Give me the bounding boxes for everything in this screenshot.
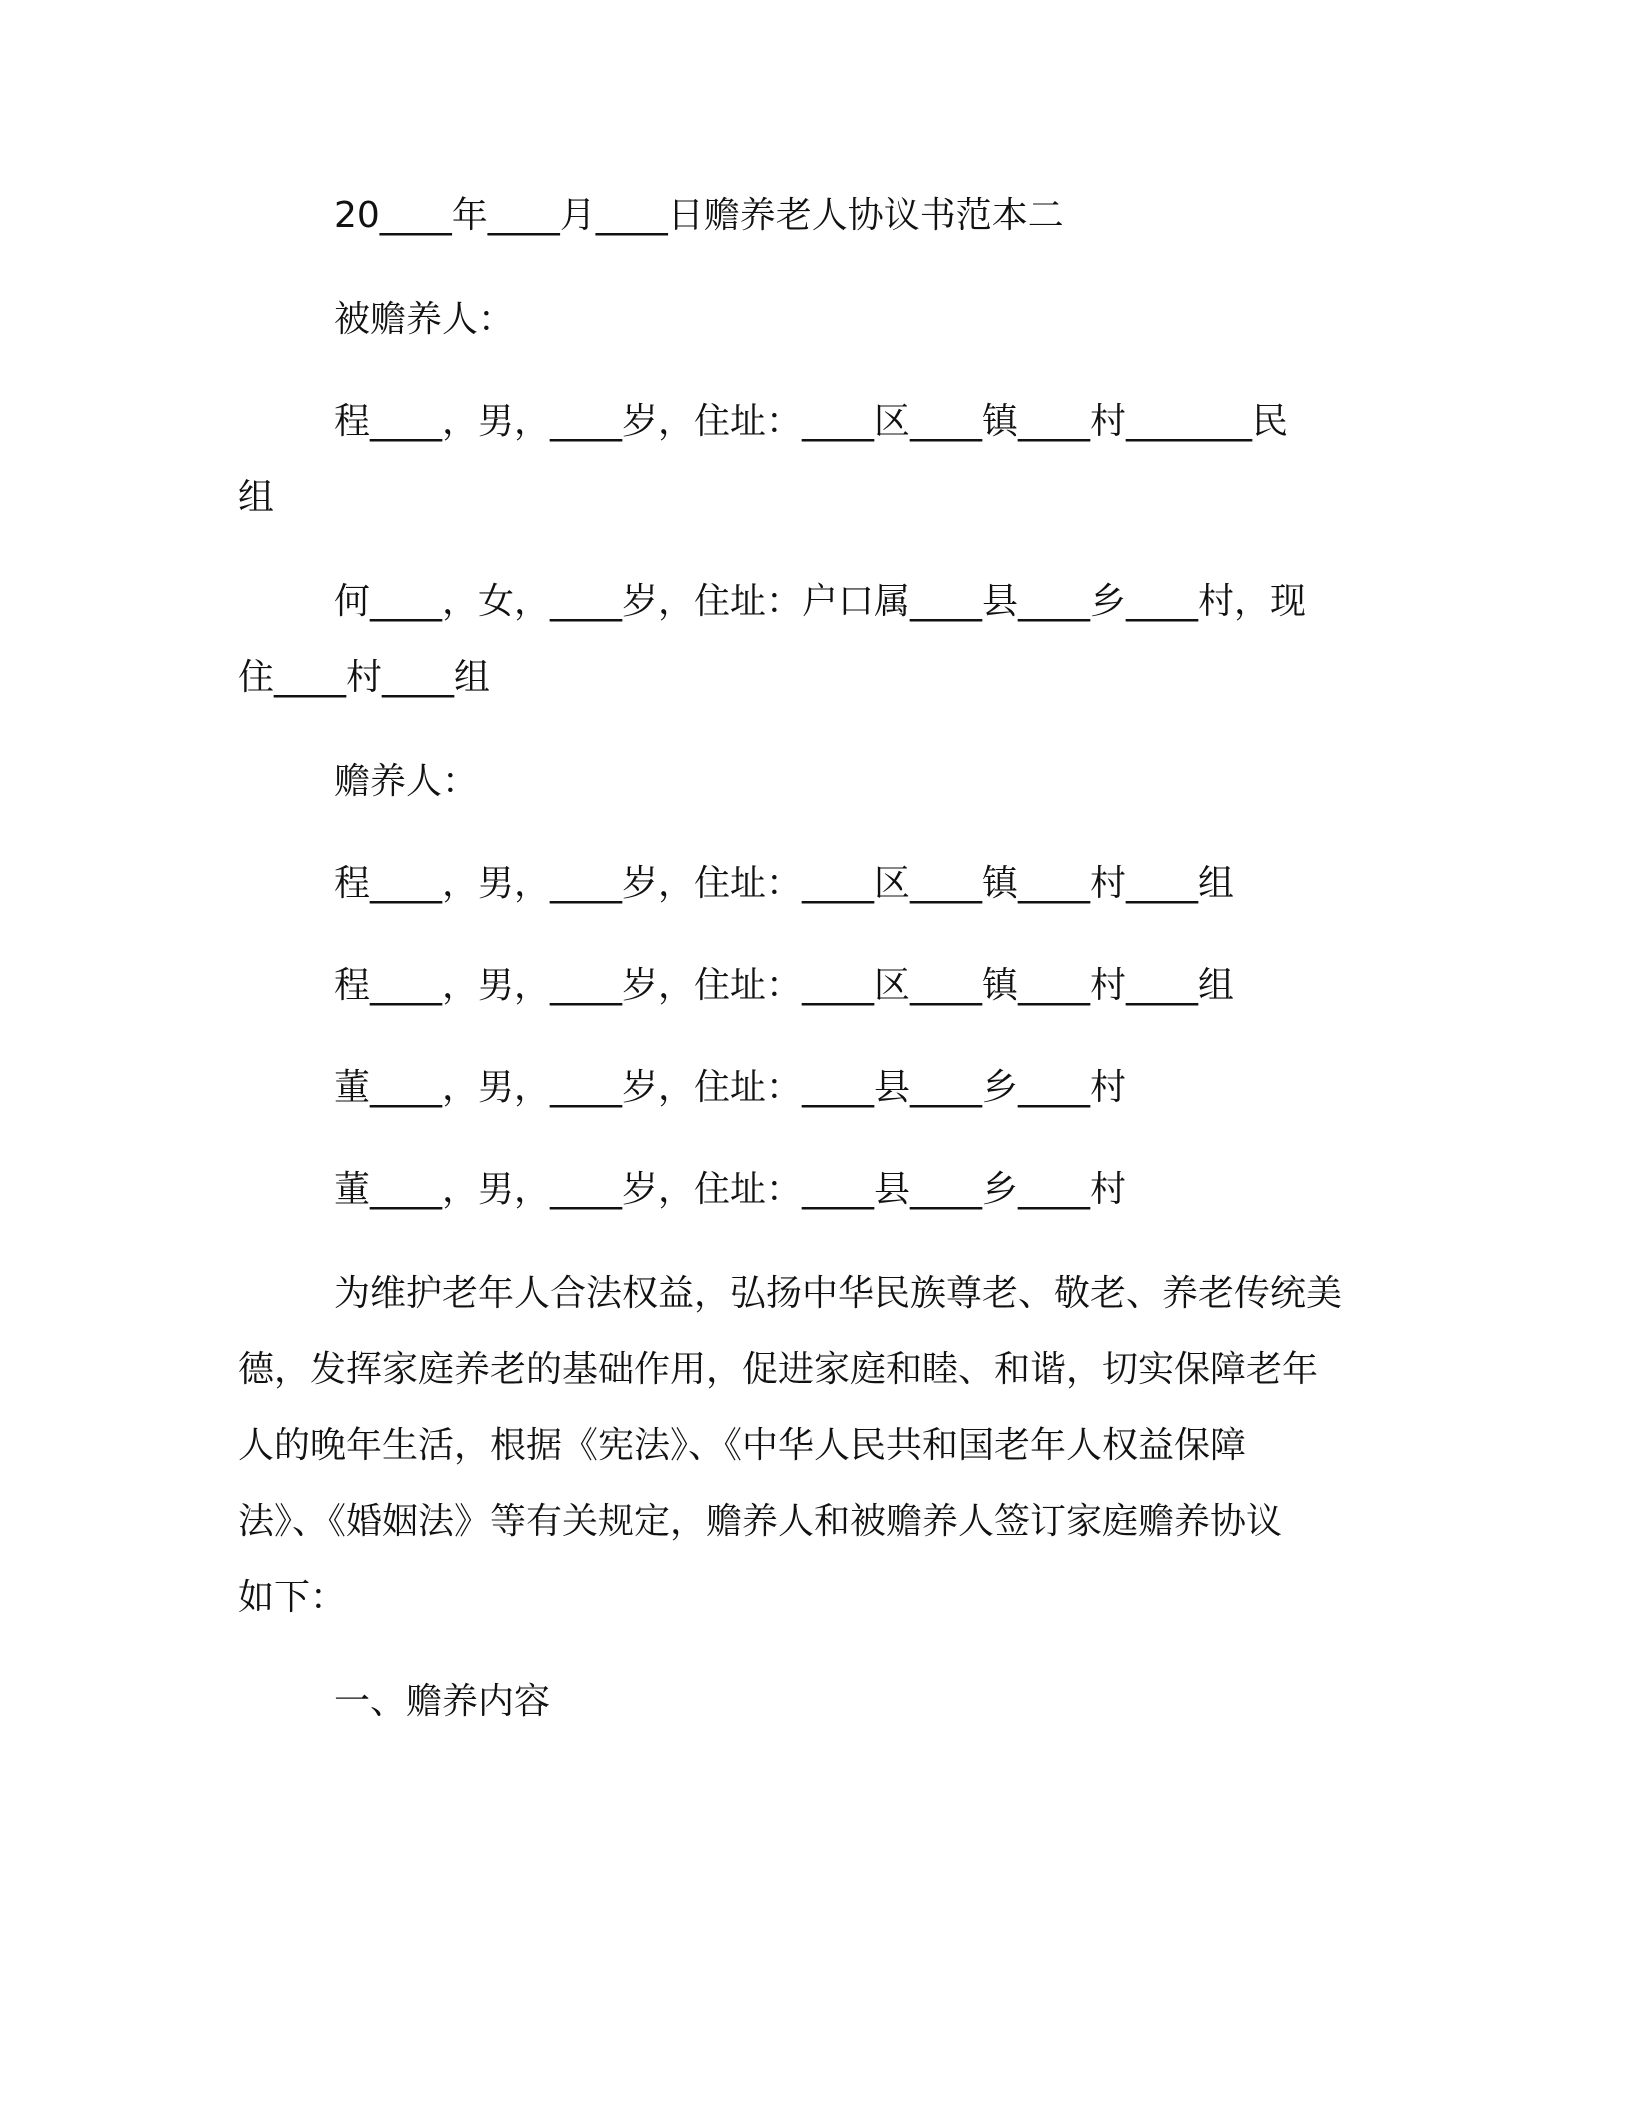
supported-heading: 被赡养人： [334,299,515,340]
supported-person-2-line-1: 何____，女，____岁，住址：户口属____县____乡____村，现 [334,581,1307,622]
supporter-3: 董____，男，____岁，住址：____县____乡____村 [334,1067,1127,1108]
preamble-line-3: 人的晚年生活，根据《宪法》、《中华人民共和国老年人权益保障 [238,1425,1247,1466]
preamble-line-4: 法》、《婚姻法》等有关规定，赡养人和被赡养人签订家庭赡养协议 [238,1501,1283,1542]
supporter-1: 程____，男，____岁，住址：____区____镇____村____组 [334,863,1235,904]
supported-person-1-line-1: 程____，男，____岁，住址：____区____镇____村_______民 [334,401,1289,442]
preamble-line-1: 为维护老年人合法权益，弘扬中华民族尊老、敬老、养老传统美 [334,1273,1343,1314]
supporter-2: 程____，男，____岁，住址：____区____镇____村____组 [334,965,1235,1006]
supporters-heading: 赡养人： [334,761,479,802]
preamble-line-2: 德，发挥家庭养老的基础作用，促进家庭和睦、和谐，切实保障老年 [238,1349,1319,1390]
supporter-4: 董____，男，____岁，住址：____县____乡____村 [334,1169,1127,1210]
supported-person-1-line-2: 组 [238,477,275,518]
supported-person-2-line-2: 住____村____组 [238,657,491,698]
document-title: 20____年____月____日赡养老人协议书范本二 [334,195,1064,236]
section-1-heading: 一、赡养内容 [334,1681,551,1722]
preamble-line-5: 如下： [238,1577,347,1618]
